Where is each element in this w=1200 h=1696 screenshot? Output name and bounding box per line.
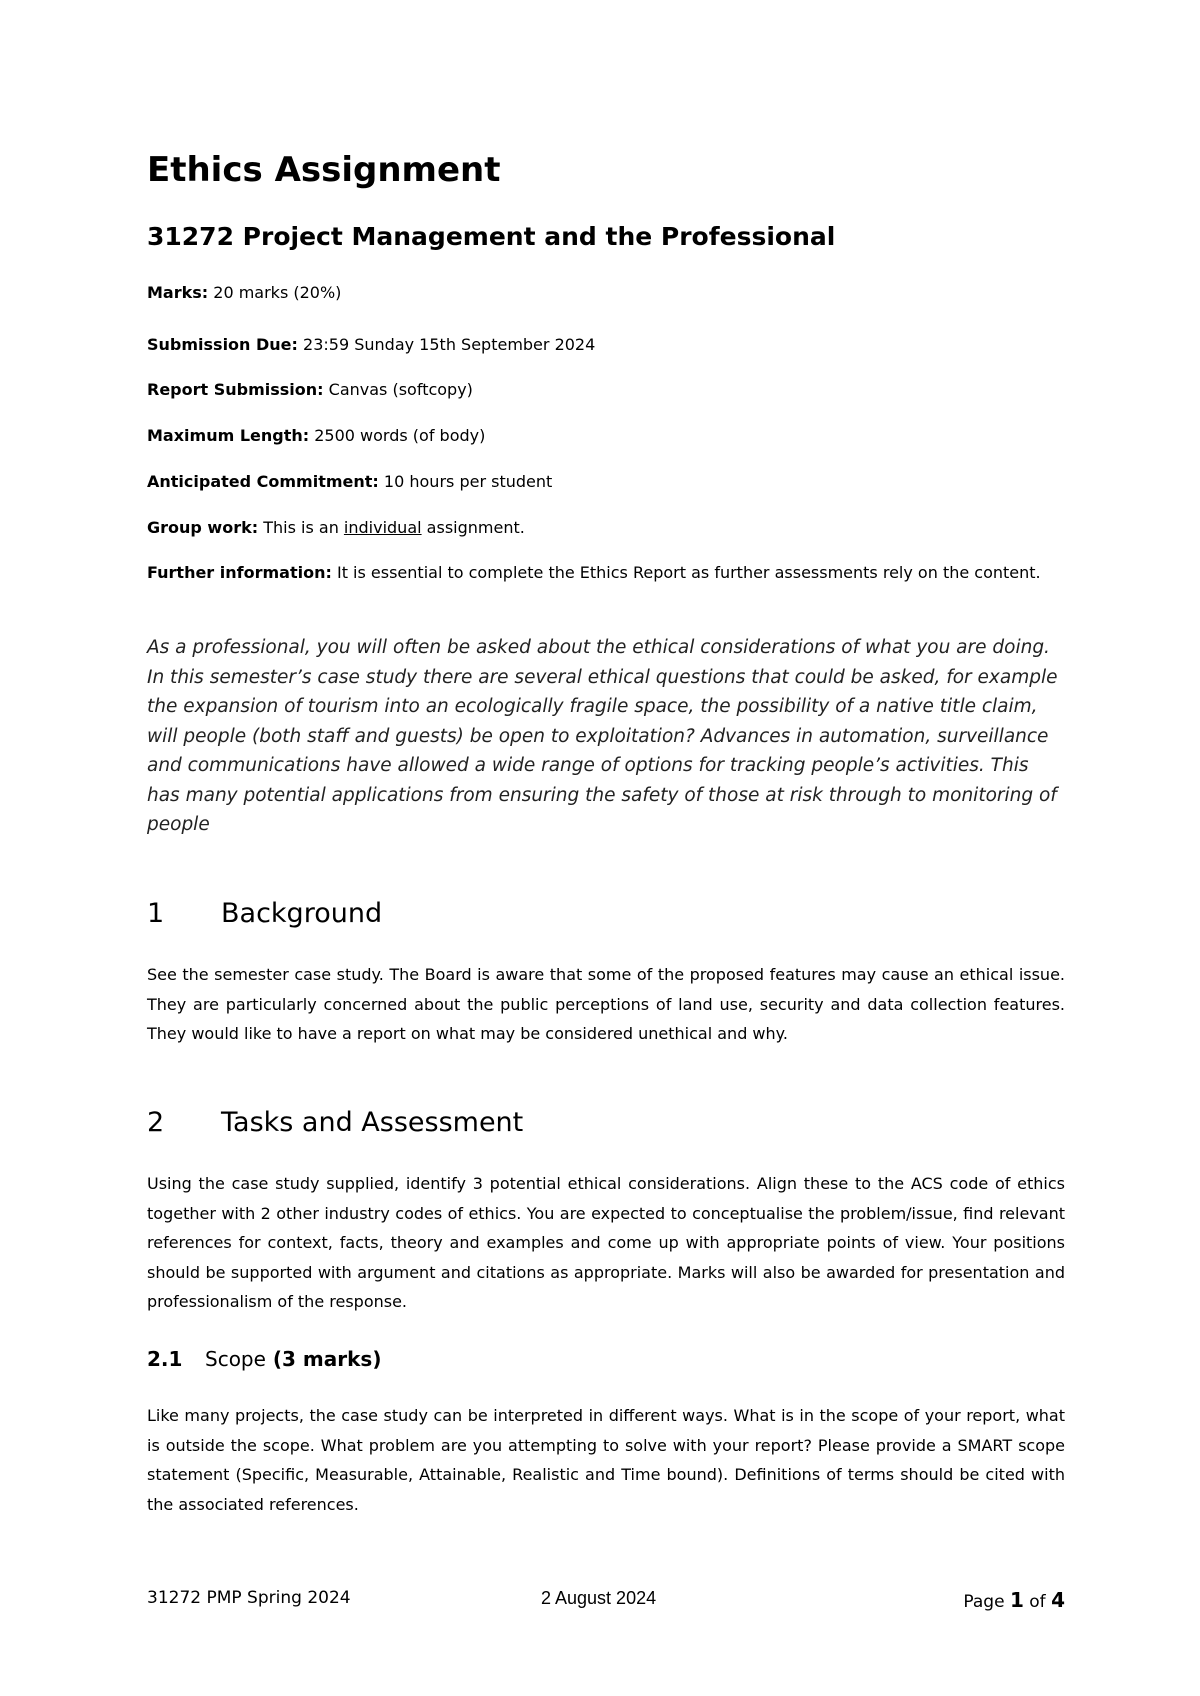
meta-commitment-value: 10 hours per student <box>383 472 553 491</box>
section-title: Background <box>221 898 383 929</box>
footer-page-number <box>963 1588 1065 1612</box>
page-footer <box>147 1588 1065 1618</box>
meta-report <box>147 375 1065 404</box>
footer-page-current: 1 <box>1009 1588 1024 1612</box>
footer-page-word: Page <box>963 1592 1005 1612</box>
section-title: Tasks and Assessment <box>221 1107 524 1138</box>
section-number: 2 <box>147 1107 165 1138</box>
document-subtitle: 31272 Project Management and the Professional <box>147 222 836 251</box>
section-number: 1 <box>147 898 165 929</box>
background-paragraph: See the semester case study. The Board is aware that some of the proposed features may cause an ethical issue. They are particularly concerned about the public perceptions of land use, security and data collection features. They would like to have a report on what may be considered unethical and why. <box>147 965 1065 1043</box>
meta-group-label: Group work: <box>147 518 259 537</box>
meta-length <box>147 421 1065 450</box>
footer-date: 2 August 2024 <box>541 1588 657 1608</box>
tasks-paragraph: Using the case study supplied, identify 3 potential ethical considerations. Align these to the ACS code of ethics together with 2 other industry codes of ethics. You are expected to conceptualise the problem/issue, find relevant references for context, facts, theory and examples and come up with appropriate points of view. Your positions should be supported with argument and citations as appropriate. Marks will also be awarded for presentation and professionalism of the response. <box>147 1174 1065 1311</box>
footer-course: 31272 PMP Spring 2024 <box>147 1588 351 1608</box>
subsection-number: 2.1 <box>147 1347 183 1371</box>
meta-commitment <box>147 467 1065 496</box>
document-title: Ethics Assignment <box>147 150 501 190</box>
section-heading-background <box>147 898 382 929</box>
meta-marks-label: Marks: <box>147 283 209 302</box>
meta-length-value: 2500 words (of body) <box>314 426 486 445</box>
meta-report-label: Report Submission: <box>147 380 324 399</box>
section-heading-tasks <box>147 1107 523 1138</box>
footer-of-word: of <box>1029 1592 1046 1612</box>
meta-length-label: Maximum Length: <box>147 426 310 445</box>
meta-marks-value: 20 marks (20%) <box>213 283 342 302</box>
meta-group-pre: This is an <box>263 518 339 537</box>
meta-report-value: Canvas (softcopy) <box>328 380 473 399</box>
meta-further <box>147 558 1065 587</box>
meta-marks <box>147 278 1065 307</box>
meta-due-label: Submission Due: <box>147 335 298 354</box>
meta-further-value: It is essential to complete the Ethics Report as further assessments rely on the content. <box>336 563 1041 582</box>
meta-due <box>147 330 1065 359</box>
intro-paragraph: As a professional, you will often be asked about the ethical considerations of what you are doing. In this semester’s case study there are several ethical questions that could be asked, for example the expansion of tourism into an ecologically fragile space, the possibility of a native title claim, will people (both staff and guests) be open to exploitation? Advances in automation, surveillance and communications have allowed a wide range of options for tracking people’s activities. This has many potential applications from ensuring the safety of those at risk through to monitoring of people <box>147 637 1058 835</box>
subsection-marks: (3 marks) <box>272 1347 382 1371</box>
meta-due-value: 23:59 Sunday 15th September 2024 <box>303 335 596 354</box>
footer-page-total: 4 <box>1051 1588 1065 1612</box>
meta-group-post: assignment. <box>426 518 525 537</box>
meta-further-label: Further information: <box>147 563 332 582</box>
subsection-title: Scope <box>205 1347 266 1371</box>
subsection-heading-scope <box>147 1347 381 1371</box>
meta-commitment-label: Anticipated Commitment: <box>147 472 379 491</box>
meta-group-underlined: individual <box>343 518 422 537</box>
meta-group <box>147 513 1065 542</box>
scope-paragraph: Like many projects, the case study can be interpreted in different ways. What is in the scope of your report, what is outside the scope. What problem are you attempting to solve with your report? Please provide a SMART scope statement (Specific, Measurable, Attainable, Realistic and Time bound). Definitions of terms should be cited with the associated references. <box>147 1406 1065 1514</box>
